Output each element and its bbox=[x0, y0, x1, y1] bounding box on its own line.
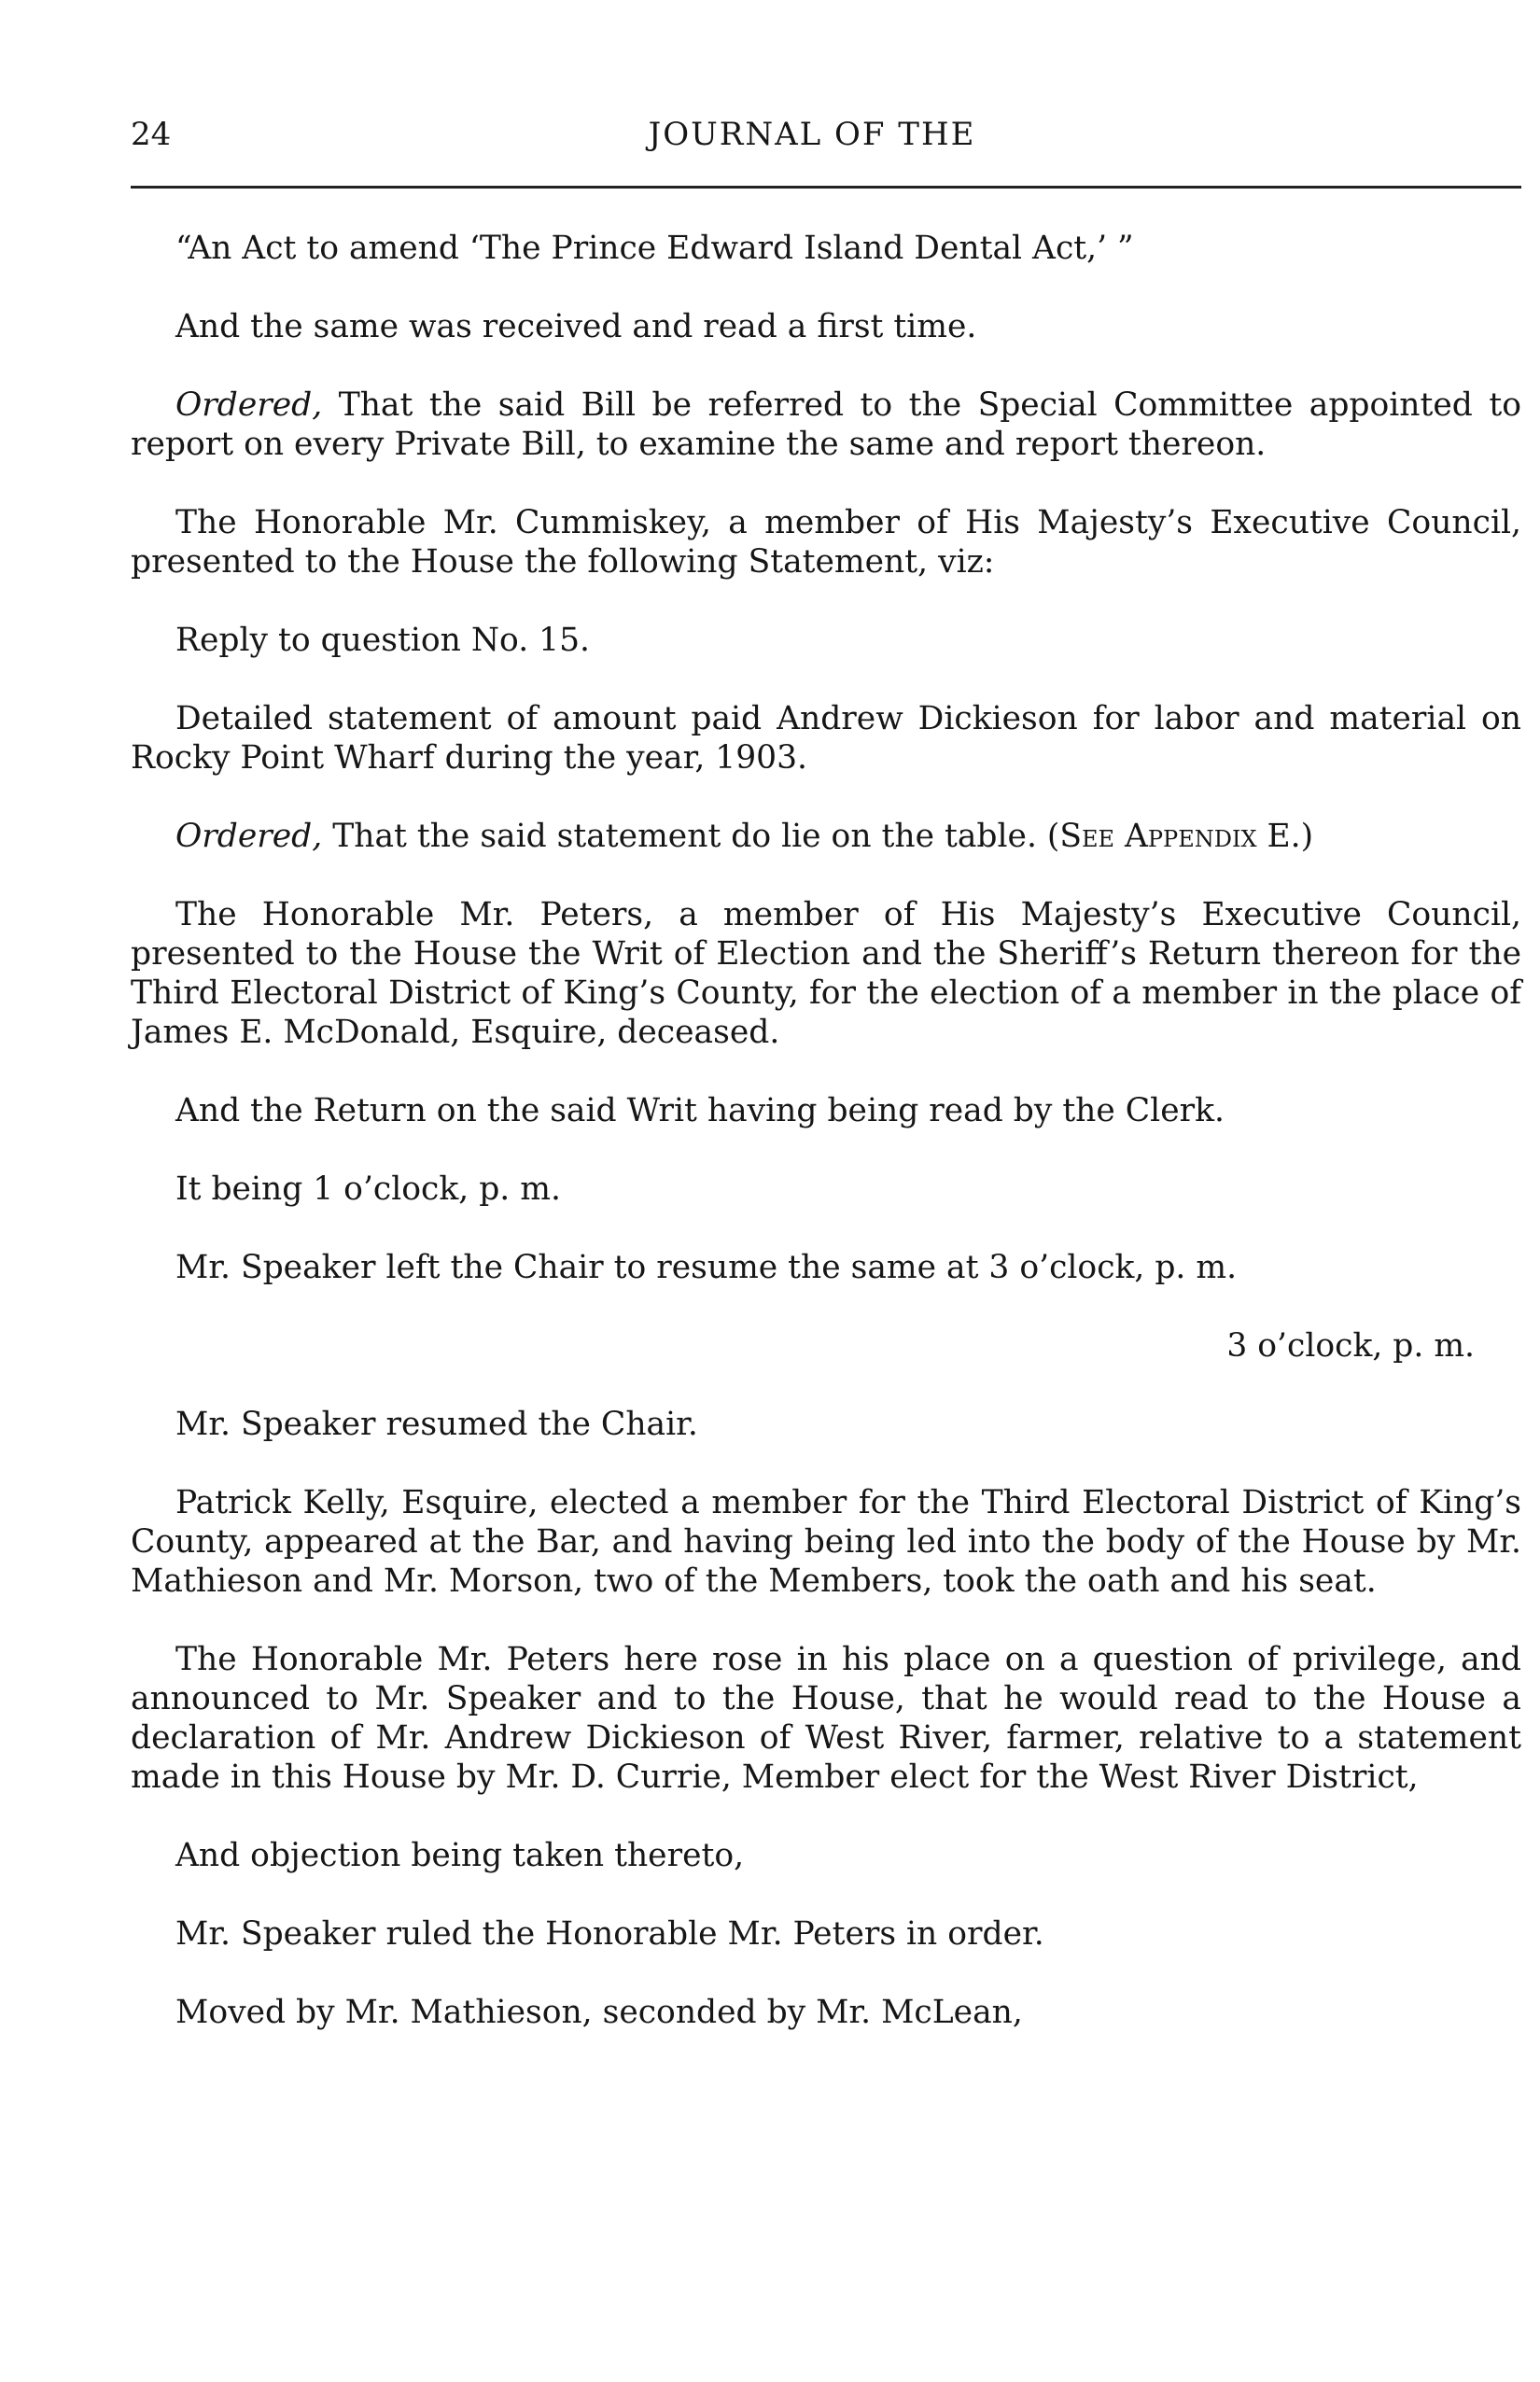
appendix-reference: See Appendix E. bbox=[1059, 818, 1301, 855]
paragraph: It being 1 o’clock, p. m. bbox=[175, 1170, 561, 1208]
page-number: 24 bbox=[131, 116, 172, 153]
paragraph: The Honorable Mr. Cummiskey, a member of His Majesty’s Executive Council, presented to the House the following Statement, viz: bbox=[131, 504, 1521, 581]
time-heading: 3 o’clock, p. m. bbox=[1226, 1327, 1475, 1365]
paragraph: And the Return on the said Writ having being read by the Clerk. bbox=[175, 1092, 1225, 1129]
ordered-lead: Ordered, bbox=[175, 818, 323, 855]
ordered-lead: Ordered, bbox=[175, 386, 323, 424]
paragraph: The Honorable Mr. Peters, a member of His Majesty’s Executive Council, presented to the House the Writ of Election and the Sheriff’s Return thereon for the Third Electoral District of King’s County, for the election of a member in the place of James E. McDonald, Esquire, deceased. bbox=[131, 896, 1521, 1051]
paragraph: Mr. Speaker resumed the Chair. bbox=[175, 1406, 698, 1443]
paragraph: And objection being taken thereto, bbox=[175, 1837, 745, 1874]
page-header bbox=[131, 116, 1493, 172]
paragraph: Patrick Kelly, Esquire, elected a member for the Third Electoral District of King’s County, appeared at the Bar, and having being led into the body of the House by Mr. Mathieson and Mr. Morson, two of the Members, took the oath and his seat. bbox=[131, 1484, 1521, 1600]
header-rule bbox=[131, 186, 1521, 189]
paragraph: Reply to question No. 15. bbox=[175, 622, 591, 659]
paragraph: Ordered, That the said statement do lie on the table. (See Appendix E.) bbox=[175, 818, 1314, 855]
paragraph: Ordered, That the said Bill be referred to the Special Committee appointed to report on every Private Bill, to examine the same and report thereon. bbox=[131, 386, 1521, 463]
journal-body bbox=[131, 229, 1521, 2071]
paragraph: Detailed statement of amount paid Andrew Dickieson for labor and material on Rocky Point Wharf during the year, 1903. bbox=[131, 700, 1521, 777]
paragraph: Moved by Mr. Mathieson, seconded by Mr. McLean, bbox=[175, 1994, 1023, 2031]
paragraph: Mr. Speaker ruled the Honorable Mr. Peters in order. bbox=[175, 1915, 1044, 1953]
paragraph: And the same was received and read a first time. bbox=[175, 308, 977, 345]
bill-title: “An Act to amend ‘The Prince Edward Island Dental Act,’ ” bbox=[175, 230, 1134, 267]
running-title: JOURNAL OF THE bbox=[648, 116, 976, 153]
paragraph: Mr. Speaker left the Chair to resume the same at 3 o’clock, p. m. bbox=[175, 1249, 1238, 1286]
paragraph: The Honorable Mr. Peters here rose in his place on a question of privilege, and announced to Mr. Speaker and to the House, that he would read to the House a declaration of Mr. Andrew Dickieson of West River, farmer, relative to a statement made in this House by Mr. D. Currie, Member elect for the West River District, bbox=[131, 1641, 1521, 1796]
